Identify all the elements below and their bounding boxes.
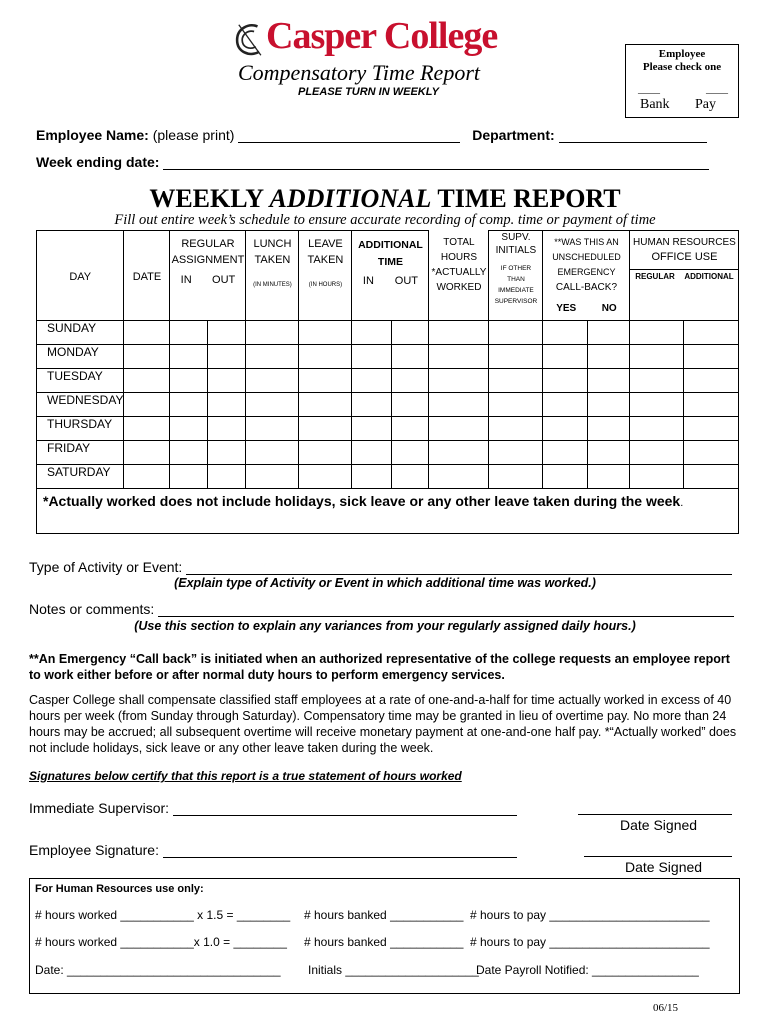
leave-unit: (IN HOURS) (308, 282, 343, 288)
supv-note-4: SUPERVISOR (494, 298, 538, 305)
time-entry-cell[interactable] (170, 393, 208, 417)
time-entry-cell[interactable] (299, 441, 352, 465)
time-entry-cell[interactable] (489, 417, 543, 441)
time-entry-cell[interactable] (489, 345, 543, 369)
notes-label: Notes or comments: (29, 601, 155, 617)
time-entry-cell[interactable] (124, 441, 170, 465)
employee-signature-label: Employee Signature: (29, 842, 159, 858)
hr-row3-initials[interactable]: Initials ____________________ (308, 963, 479, 977)
time-entry-cell[interactable] (630, 465, 684, 489)
day-label: TUESDAY (37, 369, 124, 393)
time-entry-cell[interactable] (246, 369, 299, 393)
time-entry-cell[interactable] (246, 465, 299, 489)
notes-field[interactable] (158, 602, 734, 617)
time-entry-cell[interactable] (208, 417, 246, 441)
week-ending-row (36, 154, 709, 170)
col-regular-2: ASSIGNMENT (171, 254, 245, 266)
hr-row2-worked[interactable]: # hours worked ___________x 1.0 = ________ (35, 935, 287, 949)
time-entry-cell[interactable] (543, 393, 588, 417)
col-date: DATE (132, 271, 162, 283)
report-title-part3: TIME REPORT (437, 184, 621, 213)
time-entry-cell[interactable] (299, 321, 352, 345)
time-entry-cell[interactable] (489, 369, 543, 393)
col-lunch-2: TAKEN (254, 254, 291, 266)
time-entry-cell[interactable] (588, 417, 630, 441)
hr-row1-pay[interactable]: # hours to pay ________________________ (470, 908, 710, 922)
notes-row (29, 601, 734, 617)
time-entry-cell[interactable] (352, 345, 392, 369)
col-hr-office-2: OFFICE USE (651, 251, 718, 263)
time-entry-cell[interactable] (684, 465, 739, 489)
time-entry-cell[interactable] (684, 345, 739, 369)
time-entry-cell[interactable] (392, 441, 429, 465)
day-label: WEDNESDAY (37, 393, 124, 417)
notes-explain: (Use this section to explain any variances from your regularly assigned daily hours.) (134, 619, 636, 633)
time-entry-cell[interactable] (489, 321, 543, 345)
activity-label: Type of Activity or Event: (29, 559, 183, 575)
time-entry-cell[interactable] (543, 441, 588, 465)
time-entry-cell[interactable] (392, 393, 429, 417)
col-additional: ADDITIONAL (358, 239, 423, 251)
time-entry-cell[interactable] (489, 441, 543, 465)
emergency-note: **An Emergency “Call back” is initiated when an authorized representative of the college requests an employee report to work either before or after normal duty hours to perform emergency services. (29, 652, 730, 682)
footnote-period: . (680, 497, 684, 509)
time-entry-cell[interactable] (684, 441, 739, 465)
time-entry-cell[interactable] (630, 345, 684, 369)
time-entry-cell[interactable] (429, 465, 489, 489)
time-entry-cell[interactable] (246, 393, 299, 417)
col-total-2: HOURS (440, 251, 478, 263)
col-callback-3: EMERGENCY (557, 267, 616, 277)
week-ending-field[interactable] (163, 155, 709, 170)
turn-in-notice: PLEASE TURN IN WEEKLY (298, 86, 439, 98)
time-entry-cell[interactable] (124, 345, 170, 369)
time-entry-cell[interactable] (208, 441, 246, 465)
time-entry-cell[interactable] (246, 417, 299, 441)
time-entry-cell[interactable] (299, 369, 352, 393)
employee-date-field[interactable] (584, 842, 732, 857)
time-entry-cell[interactable] (352, 393, 392, 417)
time-entry-cell[interactable] (170, 441, 208, 465)
day-label: THURSDAY (37, 417, 124, 441)
bank-checkbox-blank[interactable]: ____ (638, 83, 660, 95)
time-entry-cell[interactable] (543, 465, 588, 489)
table-row (37, 321, 739, 345)
employee-name-field[interactable] (238, 128, 460, 143)
col-callback: **WAS THIS AN (554, 237, 619, 247)
supervisor-signature-field[interactable] (173, 801, 517, 816)
pay-checkbox-blank[interactable]: ____ (706, 83, 728, 95)
hr-row1-banked[interactable]: # hours banked ___________ (304, 908, 464, 922)
time-entry-cell[interactable] (588, 441, 630, 465)
day-label: MONDAY (37, 345, 124, 369)
report-title (0, 184, 770, 214)
time-entry-cell[interactable] (246, 321, 299, 345)
time-entry-cell[interactable] (352, 441, 392, 465)
callback-no-label: NO (601, 303, 617, 314)
day-label: SUNDAY (37, 321, 124, 345)
time-entry-cell[interactable] (352, 417, 392, 441)
time-entry-cell[interactable] (246, 345, 299, 369)
hr-use-heading: For Human Resources use only: (35, 883, 204, 895)
department-label: Department: (472, 127, 555, 143)
col-leave-2: TAKEN (307, 254, 344, 266)
time-entry-cell[interactable] (208, 345, 246, 369)
time-entry-cell[interactable] (684, 393, 739, 417)
time-entry-cell[interactable] (299, 393, 352, 417)
col-additional-2: TIME (377, 256, 403, 268)
time-entry-cell[interactable] (588, 369, 630, 393)
table-header-row (37, 231, 739, 321)
time-entry-cell[interactable] (684, 321, 739, 345)
form-code: 06/15 (653, 1002, 679, 1014)
time-entry-cell[interactable] (299, 345, 352, 369)
col-total-3: *ACTUALLY (431, 266, 487, 278)
time-entry-cell[interactable] (684, 369, 739, 393)
time-entry-cell[interactable] (630, 393, 684, 417)
page-title: Compensatory Time Report (238, 60, 480, 85)
time-entry-cell[interactable] (352, 321, 392, 345)
weekly-time-table (36, 230, 739, 534)
col-leave: LEAVE (308, 238, 343, 250)
lunch-unit: (IN MINUTES) (253, 282, 292, 288)
week-ending-label: Week ending date: (36, 154, 160, 170)
supv-note-1: IF OTHER (500, 265, 532, 272)
col-supv-2: INITIALS (495, 245, 537, 256)
time-entry-cell[interactable] (170, 465, 208, 489)
supv-note-3: IMMEDIATE (498, 287, 534, 294)
table-row (37, 345, 739, 369)
time-entry-cell[interactable] (630, 441, 684, 465)
time-entry-cell[interactable] (429, 345, 489, 369)
time-entry-cell[interactable] (588, 465, 630, 489)
time-entry-cell[interactable] (246, 441, 299, 465)
time-entry-cell[interactable] (630, 369, 684, 393)
time-entry-cell[interactable] (392, 345, 429, 369)
time-entry-cell[interactable] (392, 369, 429, 393)
additional-in-label: IN (362, 275, 374, 287)
time-entry-cell[interactable] (170, 345, 208, 369)
employee-signature-row (29, 842, 517, 858)
time-entry-cell[interactable] (429, 417, 489, 441)
time-entry-cell[interactable] (429, 393, 489, 417)
option-pay: Pay (695, 97, 716, 112)
employee-box-subheading: Please check one (642, 61, 722, 73)
time-entry-cell[interactable] (208, 393, 246, 417)
time-entry-cell[interactable] (684, 417, 739, 441)
activity-explain: (Explain type of Activity or Event in which additional time was worked.) (174, 576, 596, 590)
time-entry-cell[interactable] (630, 417, 684, 441)
fill-instructions: Fill out entire week’s schedule to ensure accurate recording of comp. time or payment of time (114, 212, 656, 228)
table-row (37, 369, 739, 393)
footnote-text: *Actually worked does not include holidays, sick leave or any other leave taken during the week (43, 493, 681, 509)
hr-row3-date[interactable]: Date: ________________________________ (35, 963, 281, 977)
logo-text: Casper College (266, 15, 498, 57)
activity-field[interactable] (186, 560, 732, 575)
supv-note-2: THAN (507, 276, 525, 283)
time-entry-cell[interactable] (392, 417, 429, 441)
col-callback-2: UNSCHEDULED (552, 252, 621, 262)
hr-additional-label: ADDITIONAL (684, 272, 734, 281)
table-row (37, 465, 739, 489)
policy-text: Casper College shall compensate classified staff employees at a rate of one-and-a-half for time actually worked in excess of 40 hours per week (from Sunday through Saturday). Compensatory time may be granted in lieu of overtime pay. No more than 24 hours may be accrued; all subsequent overtime will receive monetary payment at one-and-one half pay. *“Actually worked” does not include holidays, sick leave or any other leave taken during the week. (29, 693, 737, 755)
col-day: DAY (69, 271, 92, 283)
employee-choice-box (625, 44, 739, 118)
report-title-part1: WEEKLY (149, 184, 264, 213)
col-supv: SUPV. (501, 232, 531, 243)
time-entry-cell[interactable] (543, 345, 588, 369)
hr-row2-banked[interactable]: # hours banked ___________ (304, 935, 464, 949)
hr-use-box (29, 878, 740, 994)
time-entry-cell[interactable] (392, 321, 429, 345)
col-total: TOTAL (443, 236, 475, 248)
time-entry-cell[interactable] (429, 321, 489, 345)
activity-row (29, 559, 732, 575)
time-entry-cell[interactable] (170, 417, 208, 441)
time-entry-cell[interactable] (429, 441, 489, 465)
employee-box-heading: Employee (658, 48, 706, 60)
time-entry-cell[interactable] (630, 321, 684, 345)
department-field[interactable] (559, 128, 707, 143)
time-entry-cell[interactable] (543, 369, 588, 393)
time-entry-cell[interactable] (208, 465, 246, 489)
certify-statement: Signatures below certify that this report is a true statement of hours worked (29, 769, 462, 783)
col-lunch: LUNCH (253, 238, 292, 250)
time-entry-cell[interactable] (588, 321, 630, 345)
time-entry-cell[interactable] (588, 393, 630, 417)
time-entry-cell[interactable] (170, 321, 208, 345)
time-entry-cell[interactable] (124, 369, 170, 393)
option-bank: Bank (640, 97, 670, 112)
hr-row2-pay[interactable]: # hours to pay ________________________ (470, 935, 710, 949)
employee-signature-field[interactable] (163, 843, 517, 858)
col-hr-office: HUMAN RESOURCES (633, 237, 736, 248)
time-entry-cell[interactable] (352, 465, 392, 489)
time-entry-cell[interactable] (299, 417, 352, 441)
time-entry-cell[interactable] (543, 417, 588, 441)
col-total-4: WORKED (436, 281, 482, 293)
time-entry-cell[interactable] (392, 465, 429, 489)
employee-name-label: Employee Name: (36, 127, 149, 143)
time-entry-cell[interactable] (299, 465, 352, 489)
hr-row1-worked[interactable]: # hours worked ___________ x 1.5 = ________ (35, 908, 291, 922)
employee-name-hint: (please print) (152, 127, 235, 143)
hr-row3-payroll-date[interactable]: Date Payroll Notified: ________________ (476, 963, 699, 977)
time-entry-cell[interactable] (208, 369, 246, 393)
time-entry-cell[interactable] (489, 393, 543, 417)
time-entry-cell[interactable] (170, 369, 208, 393)
col-callback-4: CALL-BACK? (555, 282, 618, 293)
time-entry-cell[interactable] (352, 369, 392, 393)
regular-out-label: OUT (212, 274, 236, 286)
additional-out-label: OUT (394, 275, 418, 287)
supervisor-date-label: Date Signed (620, 817, 698, 833)
table-row (37, 441, 739, 465)
report-title-part2: ADDITIONAL (269, 184, 432, 213)
callback-yes-label: YES (556, 303, 577, 314)
time-entry-cell[interactable] (208, 321, 246, 345)
supervisor-row (29, 800, 517, 816)
table-row (37, 417, 739, 441)
employee-date-label: Date Signed (625, 859, 703, 875)
regular-in-label: IN (180, 274, 192, 286)
table-row (37, 393, 739, 417)
supervisor-label: Immediate Supervisor: (29, 800, 170, 816)
day-label: FRIDAY (37, 441, 124, 465)
time-entry-cell[interactable] (489, 465, 543, 489)
time-entry-cell[interactable] (543, 321, 588, 345)
footnote-row (37, 489, 739, 534)
hr-regular-label: REGULAR (635, 272, 675, 281)
time-entry-cell[interactable] (124, 321, 170, 345)
time-entry-cell[interactable] (588, 345, 630, 369)
time-entry-cell[interactable] (429, 369, 489, 393)
casper-college-logo-emblem (232, 20, 266, 60)
time-entry-cell[interactable] (124, 393, 170, 417)
time-entry-cell[interactable] (124, 417, 170, 441)
supervisor-date-field[interactable] (578, 800, 732, 815)
time-entry-cell[interactable] (124, 465, 170, 489)
employee-name-row (36, 127, 707, 143)
col-regular: REGULAR (181, 238, 235, 250)
day-label: SATURDAY (37, 465, 124, 489)
